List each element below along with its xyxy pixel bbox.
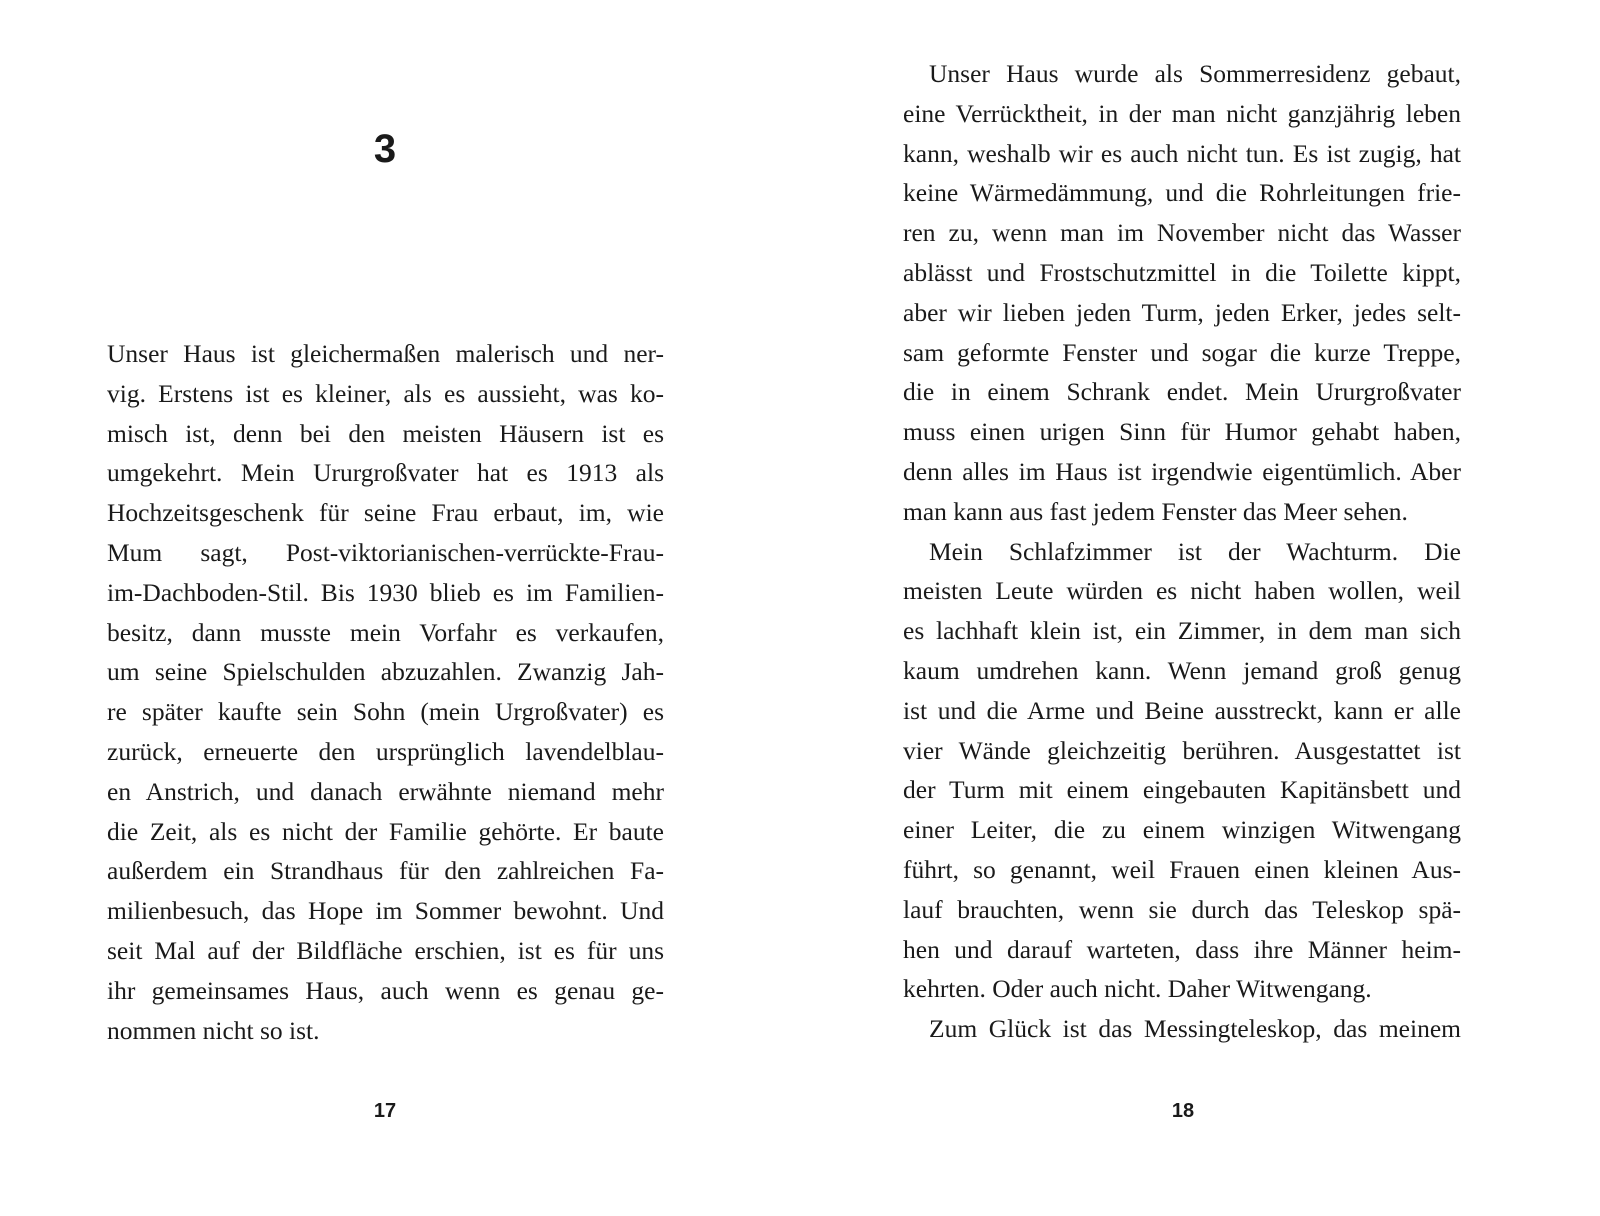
text-line: um seine Spielschulden abzuzahlen. Zwanzig Jah- [107,657,664,687]
text-line: ablässt und Frostschutzmittel in die Toilette kippt, [903,257,1461,287]
text-line: milienbesuch, das Hope im Sommer bewohnt. Und [107,896,664,926]
text-line: der Turm mit einem eingebauten Kapitänsbett und [903,775,1461,805]
text-line: misch ist, denn bei den meisten Häusern ist es [107,418,664,448]
text-line: eine Verrücktheit, in der man nicht ganzjährig leben [903,98,1461,128]
text-line: Hochzeitsgeschenk für seine Frau erbaut, im, wie [107,498,664,528]
text-line: ist und die Arme und Beine ausstreckt, kann er alle [903,695,1461,725]
text-line: es lachhaft klein ist, ein Zimmer, in dem man sich [903,616,1461,646]
text-line: besitz, dann musste mein Vorfahr es verkaufen, [107,617,664,647]
text-line: kehrten. Oder auch nicht. Daher Witwengang. [903,974,1372,1004]
text-line: Mein Schlafzimmer ist der Wachturm. Die [929,536,1461,566]
text-line: nommen nicht so ist. [107,1015,320,1045]
text-line: aber wir lieben jeden Turm, jeden Erker, jedes selt- [903,297,1461,327]
left-page-body [107,334,664,1050]
text-line: vier Wände gleichzeitig berühren. Ausgestattet ist [903,735,1461,765]
text-line: ihr gemeinsames Haus, auch wenn es genau ge- [107,975,664,1005]
text-line: denn alles im Haus ist irgendwie eigentümlich. Aber [903,456,1461,486]
text-line: lauf brauchten, wenn sie durch das Teleskop spä- [903,894,1461,924]
text-line: man kann aus fast jedem Fenster das Meer sehen. [903,496,1408,526]
page-number-right: 18 [1171,1100,1195,1122]
chapter-number: 3 [373,127,397,171]
text-line: muss einen urigen Sinn für Humor gehabt haben, [903,417,1461,447]
text-line: einer Leiter, die zu einem winzigen Witwengang [903,815,1461,845]
text-line: vig. Erstens ist es kleiner, als es aussieht, was ko- [107,378,664,408]
text-line: führt, so genannt, weil Frauen einen kleinen Aus- [903,854,1461,884]
text-line: Mum sagt, Post-viktorianischen-verrückte-Frau- [107,537,664,567]
text-line: außerdem ein Strandhaus für den zahlreichen Fa- [107,856,664,886]
text-line: zurück, erneuerte den ursprünglich lavendelblau- [107,736,664,766]
text-line: Unser Haus wurde als Sommerresidenz gebaut, [929,59,1461,88]
text-line: Zum Glück ist das Messingteleskop, das meinem [929,1014,1461,1044]
text-line: re später kaufte sein Sohn (mein Urgroßvater) es [107,697,664,727]
text-line: sam geformte Fenster und sogar die kurze Treppe, [903,337,1461,367]
text-line: seit Mal auf der Bildfläche erschien, ist es für uns [107,935,664,965]
text-line: keine Wärmedämmung, und die Rohrleitungen frie- [903,178,1461,208]
text-line: die Zeit, als es nicht der Familie gehörte. Er baute [107,816,664,846]
text-line: im-Dachboden-Stil. Bis 1930 blieb es im Familien- [107,577,664,607]
text-line: umgekehrt. Mein Ururgroßvater hat es 1913 als [107,458,664,488]
right-page-body [903,54,1461,1049]
text-line: ren zu, wenn man im November nicht das Wasser [903,218,1461,248]
text-line: kann, weshalb wir es auch nicht tun. Es ist zugig, hat [903,138,1461,168]
text-line: Unser Haus ist gleichermaßen malerisch und ner- [107,339,664,368]
text-line: meisten Leute würden es nicht haben wollen, weil [903,576,1461,606]
text-line: en Anstrich, und danach erwähnte niemand mehr [107,776,664,806]
text-line: die in einem Schrank endet. Mein Ururgroßvater [903,377,1461,407]
text-line: kaum umdrehen kann. Wenn jemand groß genug [903,655,1461,685]
text-line: hen und darauf warteten, dass ihre Männer heim- [903,934,1461,964]
right-page [800,0,1600,1216]
page-number-left: 17 [373,1100,397,1122]
